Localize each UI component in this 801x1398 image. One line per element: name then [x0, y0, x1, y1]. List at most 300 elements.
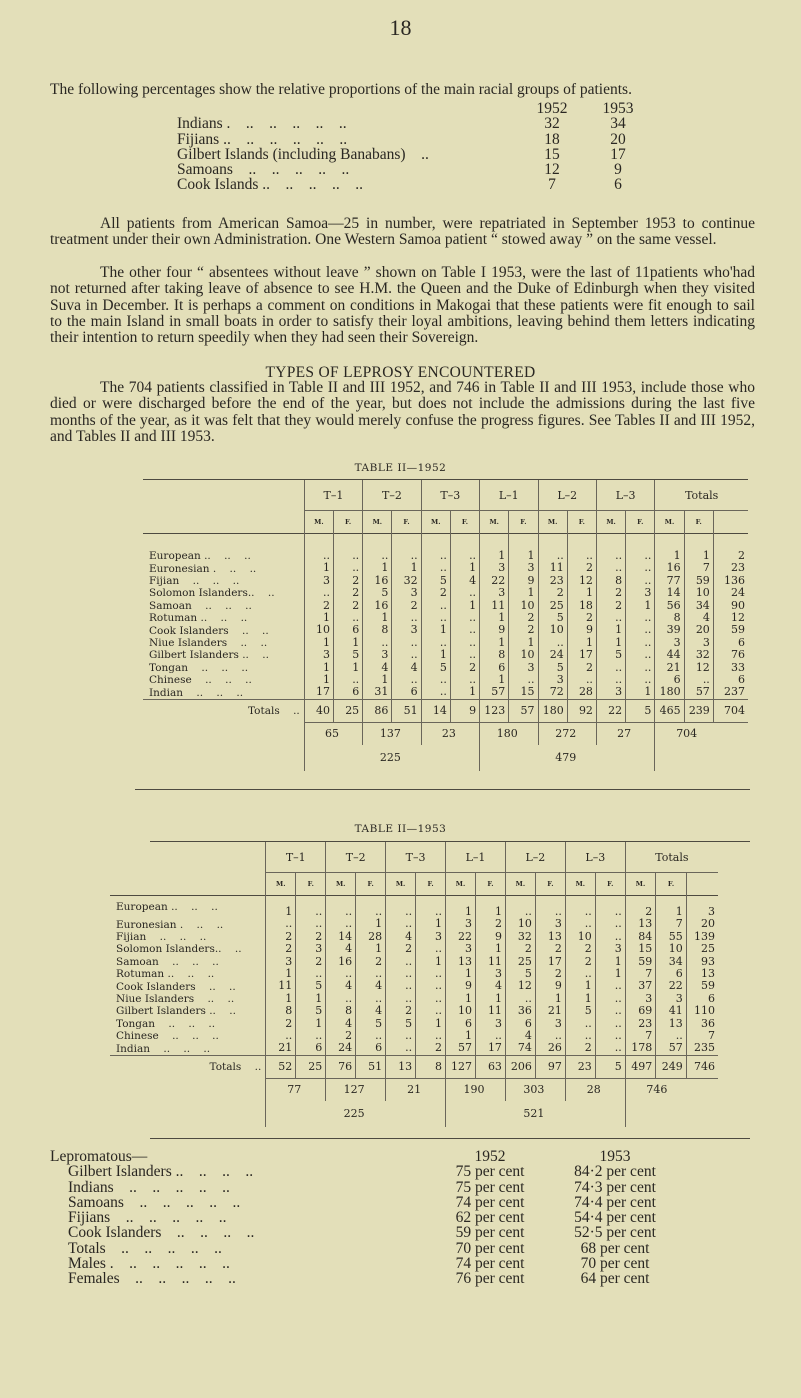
cell: 59	[625, 956, 656, 968]
group-l3: L–3	[565, 842, 625, 873]
col-m: M.	[655, 511, 684, 534]
cell: ..	[626, 624, 655, 636]
row-label: Solomon Islanders.. ..	[149, 587, 275, 600]
cell: 1	[416, 956, 446, 968]
cell: 5	[421, 575, 450, 587]
cell: 1	[304, 612, 333, 624]
cell: 59	[686, 980, 718, 992]
cell: 16	[363, 575, 392, 587]
col-f: F.	[509, 511, 538, 534]
cell: ..	[450, 674, 479, 686]
cell: 32	[684, 649, 713, 661]
cell: 1	[450, 686, 479, 699]
cell: 34	[656, 956, 687, 968]
col-f: F.	[416, 873, 446, 896]
cell: 8	[480, 649, 509, 661]
cell: 9	[480, 624, 509, 636]
cell: 2	[333, 575, 362, 587]
cell: 11	[475, 1005, 505, 1017]
cell: 110	[686, 1005, 718, 1017]
row-label: Niue Islanders .. ..	[116, 993, 235, 1006]
cell: 3	[625, 993, 656, 1005]
cell: 1	[421, 624, 450, 636]
cell: 2	[565, 943, 595, 955]
cell: 3	[535, 1018, 565, 1030]
cell: 15	[625, 943, 656, 955]
cell: ..	[595, 993, 625, 1005]
cell: 3	[480, 562, 509, 574]
col-m: M.	[326, 873, 356, 896]
cell: 237	[713, 686, 748, 699]
row-label: Cook Islanders .. ..	[116, 980, 236, 993]
cell: ..	[416, 896, 446, 919]
col-f: F.	[356, 873, 386, 896]
table-row	[110, 896, 718, 919]
table-row	[110, 968, 718, 980]
cell: 41	[656, 1005, 687, 1017]
cell: ..	[626, 612, 655, 624]
cell: 26	[535, 1042, 565, 1055]
cell: 1	[356, 918, 386, 930]
lepromatous-row: Males . .. .. .. .. .. 74 per cent 70 per cent	[68, 1255, 650, 1273]
cell: 1	[509, 587, 538, 599]
cell: 1	[416, 918, 446, 930]
col-m: M.	[446, 873, 476, 896]
cell: 11	[538, 562, 567, 574]
cell: 15	[509, 686, 538, 699]
row-label: Samoan .. .. ..	[149, 599, 252, 612]
col-m: M.	[266, 873, 296, 896]
cell: 1	[446, 968, 476, 980]
cell: 180	[655, 686, 684, 699]
cell: ..	[363, 637, 392, 649]
row-label: European .. .. ..	[110, 896, 266, 919]
racial-row: Cook Islands .. .. .. .. .. 7 6	[177, 176, 622, 194]
cell: 13	[656, 1018, 687, 1030]
group-l2: L–2	[538, 480, 596, 511]
cell: 10	[684, 587, 713, 599]
cell: 3	[509, 662, 538, 674]
col-m: M.	[386, 873, 416, 896]
group-t3: T–3	[421, 480, 479, 511]
cell: ..	[266, 918, 296, 930]
cell: ..	[386, 918, 416, 930]
cell: 2	[625, 896, 656, 919]
cell: 4	[450, 575, 479, 587]
cell: 4	[326, 1018, 356, 1030]
totals-row: Totals .. 52 25 76 51 13 8 127 63 206 97 23 5 497 249 746	[110, 1055, 718, 1078]
cell: ..	[626, 637, 655, 649]
cell: ..	[626, 562, 655, 574]
table-1952	[143, 480, 748, 771]
cell: 1	[509, 637, 538, 649]
cell: 5	[363, 587, 392, 599]
row-label: Tongan .. .. ..	[149, 661, 249, 674]
col-m: M.	[363, 511, 392, 534]
row-label: Fijian .. .. ..	[149, 575, 240, 588]
cell: ..	[421, 550, 450, 562]
pair-totals-row: 77 127 21 190 303 28 746	[110, 1078, 718, 1101]
cell: 3	[446, 918, 476, 930]
col-f: F.	[296, 873, 326, 896]
cell: 56	[655, 600, 684, 612]
cell: ..	[386, 980, 416, 992]
col-m: M.	[421, 511, 450, 534]
cell: 16	[326, 956, 356, 968]
cell: 3	[595, 943, 625, 955]
cell: 39	[655, 624, 684, 636]
lepromatous-heading: Lepromatous—	[50, 1148, 148, 1165]
cell: ..	[450, 550, 479, 562]
cell: ..	[416, 1005, 446, 1017]
cell: ..	[416, 943, 446, 955]
cell: 2	[565, 956, 595, 968]
cell: ..	[565, 1018, 595, 1030]
cell: 1	[565, 993, 595, 1005]
cell: 7	[625, 968, 656, 980]
cell: ..	[509, 674, 538, 686]
cell: ..	[363, 550, 392, 562]
cell: ..	[565, 968, 595, 980]
year-1952-header: 1952	[474, 1148, 506, 1165]
row-label: Samoan .. .. ..	[116, 955, 219, 968]
lepromatous-row: Gilbert Islanders .. .. .. .. 75 per cent 84·2 per cent	[68, 1163, 656, 1181]
cell: ..	[626, 575, 655, 587]
cell: ..	[416, 1030, 446, 1042]
cell: 2	[509, 612, 538, 624]
cell: ..	[596, 674, 625, 686]
cell: 9	[567, 624, 596, 636]
cell: ..	[304, 587, 333, 599]
cell: ..	[450, 587, 479, 599]
cell: 32	[505, 931, 535, 943]
cell: 2	[356, 956, 386, 968]
cell: 6	[655, 674, 684, 686]
cell: 2	[567, 662, 596, 674]
cell: 5	[356, 1018, 386, 1030]
cell: 1	[363, 674, 392, 686]
table-1953	[110, 842, 718, 1127]
group-t1: T–1	[304, 480, 362, 511]
group-t3: T–3	[386, 842, 446, 873]
row-label: Fijian .. .. ..	[116, 931, 207, 944]
col-f: F.	[567, 511, 596, 534]
cell: 9	[535, 980, 565, 992]
cell: 4	[392, 662, 421, 674]
cell: ..	[595, 1005, 625, 1017]
cell: 1	[392, 562, 421, 574]
cell: 1	[333, 662, 362, 674]
cell: 4	[356, 1005, 386, 1017]
cell: ..	[450, 637, 479, 649]
racial-row: Fijians .. .. .. .. .. .. 18 20	[177, 130, 626, 148]
cell: 10	[565, 931, 595, 943]
cell: 2	[296, 931, 326, 943]
cell: 7	[625, 1030, 656, 1042]
cell: ..	[538, 637, 567, 649]
cell: 1	[363, 562, 392, 574]
cell: 2	[326, 1030, 356, 1042]
table-row	[143, 624, 748, 636]
cell: 1	[509, 550, 538, 562]
pair-totals-row: 65 137 23 180 272 27 704	[143, 722, 748, 745]
cell: 1	[596, 637, 625, 649]
table-row	[143, 686, 748, 699]
lepromatous-row: Samoans .. .. .. .. .. 74 per cent 74·4 per cent	[68, 1193, 656, 1211]
cell: 4	[386, 931, 416, 943]
cell: 10	[509, 649, 538, 661]
cell: ..	[296, 896, 326, 919]
cell: 4	[326, 980, 356, 992]
cell: 5	[505, 968, 535, 980]
cell: 6	[505, 1018, 535, 1030]
col-m: M.	[480, 511, 509, 534]
cell: 1	[266, 896, 296, 919]
cell: 1	[421, 649, 450, 661]
cell: 16	[655, 562, 684, 574]
cell: ..	[386, 968, 416, 980]
cell: 24	[713, 587, 748, 599]
cell: ..	[386, 1030, 416, 1042]
table-row	[110, 1018, 718, 1030]
cell: ..	[416, 993, 446, 1005]
cell: 37	[625, 980, 656, 992]
cell: 2	[386, 943, 416, 955]
cell: ..	[450, 624, 479, 636]
cell: 57	[684, 686, 713, 699]
cell: 6	[296, 1042, 326, 1055]
cell: 2	[596, 600, 625, 612]
cell: 3	[626, 587, 655, 599]
cell: 1	[450, 600, 479, 612]
row-label: Gilbert Islanders .. ..	[116, 1005, 236, 1018]
col-f: F.	[450, 511, 479, 534]
cell: 5	[596, 649, 625, 661]
cell: ..	[596, 550, 625, 562]
cell: 14	[655, 587, 684, 599]
cell: 4	[505, 1030, 535, 1042]
cell: 59	[713, 624, 748, 636]
cell: ..	[595, 1018, 625, 1030]
cell: 12	[505, 980, 535, 992]
cell: 9	[475, 931, 505, 943]
cell: 1	[356, 943, 386, 955]
cell: 2	[296, 956, 326, 968]
cell: 1	[296, 1018, 326, 1030]
cell: 3	[392, 587, 421, 599]
cell: 17	[535, 956, 565, 968]
cell: 2	[475, 918, 505, 930]
cell: ..	[626, 649, 655, 661]
cell: 1	[655, 550, 684, 562]
cell: 24	[538, 649, 567, 661]
cell: 6	[392, 686, 421, 699]
cell: 11	[475, 956, 505, 968]
year-1952-header: 1952	[536, 100, 568, 117]
cell: 235	[686, 1042, 718, 1055]
cell: 2	[392, 600, 421, 612]
cell: ..	[565, 918, 595, 930]
cell: 3	[416, 931, 446, 943]
cell: 2	[266, 1018, 296, 1030]
cell: 2	[535, 968, 565, 980]
group-t2: T–2	[363, 480, 421, 511]
cell: 178	[625, 1042, 656, 1055]
cell: ..	[296, 968, 326, 980]
cell: 1	[416, 1018, 446, 1030]
cell: 20	[686, 918, 718, 930]
cell: 3	[655, 637, 684, 649]
cell: 8	[655, 612, 684, 624]
cell: 3	[296, 943, 326, 955]
cell: ..	[421, 612, 450, 624]
cell: 2	[450, 662, 479, 674]
col-f: F.	[626, 511, 655, 534]
cell: 2	[266, 931, 296, 943]
row-label: European .. .. ..	[149, 550, 251, 563]
cell: ..	[421, 637, 450, 649]
col-f: F.	[333, 511, 362, 534]
cell: 1	[266, 993, 296, 1005]
cell: 18	[567, 600, 596, 612]
cell: ..	[333, 562, 362, 574]
cell: 1	[304, 562, 333, 574]
cell: 3	[596, 686, 625, 699]
cell: ..	[333, 612, 362, 624]
col-f: F.	[392, 511, 421, 534]
cell: 17	[475, 1042, 505, 1055]
cell: 2	[333, 600, 362, 612]
section-heading: TYPES OF LEPROSY ENCOUNTERED	[265, 364, 536, 381]
cell: 2	[266, 943, 296, 955]
cell: 8	[596, 575, 625, 587]
cell: 1	[567, 637, 596, 649]
cell: 2	[713, 550, 748, 562]
cell: ..	[567, 674, 596, 686]
cell: 1	[475, 993, 505, 1005]
cell: ..	[296, 1030, 326, 1042]
cell: ..	[386, 993, 416, 1005]
cell: 1	[684, 550, 713, 562]
racial-groups-table	[50, 101, 760, 193]
row-label: Gilbert Islanders .. ..	[149, 649, 269, 662]
cell: 6	[686, 993, 718, 1005]
cell: 6	[356, 1042, 386, 1055]
cell: 32	[392, 575, 421, 587]
cell: ..	[538, 550, 567, 562]
cell: ..	[326, 918, 356, 930]
cell: 76	[713, 649, 748, 661]
cell: 17	[304, 686, 333, 699]
cell: ..	[595, 1030, 625, 1042]
cell: 7	[686, 1030, 718, 1042]
cell: 3	[304, 649, 333, 661]
paragraph-american-samoa: All patients from American Samoa—25 in number, were repatriated in September 1953 to continue treatment under their own Administration. One Western Samoa patient “ stowed away ” on the same vessel.	[50, 215, 755, 249]
cell: 12	[684, 662, 713, 674]
cell: 7	[684, 562, 713, 574]
cell: 1	[596, 624, 625, 636]
cell: ..	[565, 1030, 595, 1042]
table-1953-bottom-rule	[150, 1138, 750, 1139]
cell: 1	[296, 993, 326, 1005]
cell: ..	[421, 562, 450, 574]
cell: 3	[392, 624, 421, 636]
cell: 2	[505, 943, 535, 955]
row-label: Euronesian . .. ..	[149, 562, 257, 575]
lepromatous-row: Females .. .. .. .. .. 76 per cent 64 per cent	[68, 1270, 650, 1288]
cell: 59	[684, 575, 713, 587]
cell: ..	[356, 968, 386, 980]
cell: 13	[446, 956, 476, 968]
year-1953-header: 1953	[602, 100, 634, 117]
cell: 17	[567, 649, 596, 661]
cell: 1	[595, 956, 625, 968]
cell: 2	[596, 587, 625, 599]
cell: 1	[304, 674, 333, 686]
cell: 24	[326, 1042, 356, 1055]
table-1953-caption: TABLE II—1953	[354, 823, 447, 835]
cell: 1	[363, 612, 392, 624]
lepromatous-row: Fijians .. .. .. .. .. 62 per cent 54·4 per cent	[68, 1209, 656, 1227]
cell: 2	[416, 1042, 446, 1055]
cell: ..	[684, 674, 713, 686]
cell: 3	[475, 968, 505, 980]
totals-row: Totals .. 40 25 86 51 14 9 123 57 180 92 22 5 465 239 704	[143, 699, 748, 722]
cell: ..	[656, 1030, 687, 1042]
cell: ..	[595, 931, 625, 943]
cell: 4	[363, 662, 392, 674]
row-label: Chinese .. .. ..	[116, 1030, 219, 1043]
cell: ..	[326, 968, 356, 980]
cell: 1	[480, 637, 509, 649]
cell: 22	[480, 575, 509, 587]
paragraph-types: The 704 patients classified in Table II and III 1952, and 746 in Table II and III 1953, include those who died or were discharged before the end of the year, but does not include the admissions during the last five months of the year, as it was felt that they would merely confuse the progress figures. See Tables II and III 1952, and Tables II and III 1953.	[50, 379, 755, 445]
cell: 21	[535, 1005, 565, 1017]
cell: 3	[304, 575, 333, 587]
cell: ..	[416, 980, 446, 992]
row-label: Tongan .. .. ..	[116, 1017, 216, 1030]
cell: 3	[684, 637, 713, 649]
cell: 57	[656, 1042, 687, 1055]
cell: 13	[686, 968, 718, 980]
cell: 6	[333, 624, 362, 636]
cell: 72	[538, 686, 567, 699]
cell: 1	[446, 993, 476, 1005]
cell: 2	[565, 1042, 595, 1055]
cell: 3	[656, 993, 687, 1005]
cell: 1	[565, 980, 595, 992]
cell: 28	[567, 686, 596, 699]
cell: ..	[596, 612, 625, 624]
cell: 23	[625, 1018, 656, 1030]
cell: 44	[655, 649, 684, 661]
cell: ..	[392, 674, 421, 686]
group-t2: T–2	[326, 842, 386, 873]
racial-row: Indians . .. .. .. .. .. 32 34	[177, 115, 626, 133]
col-f: F.	[475, 873, 505, 896]
cell: 13	[625, 918, 656, 930]
cell: 8	[363, 624, 392, 636]
cell: 23	[713, 562, 748, 574]
cell: ..	[450, 649, 479, 661]
cell: 33	[713, 662, 748, 674]
cell: 5	[296, 1005, 326, 1017]
cell: 55	[656, 931, 687, 943]
cell: ..	[392, 550, 421, 562]
racial-row: Gilbert Islands (including Banabans) .. 15 17	[177, 145, 626, 163]
cell: ..	[475, 1030, 505, 1042]
table-row	[110, 943, 718, 955]
